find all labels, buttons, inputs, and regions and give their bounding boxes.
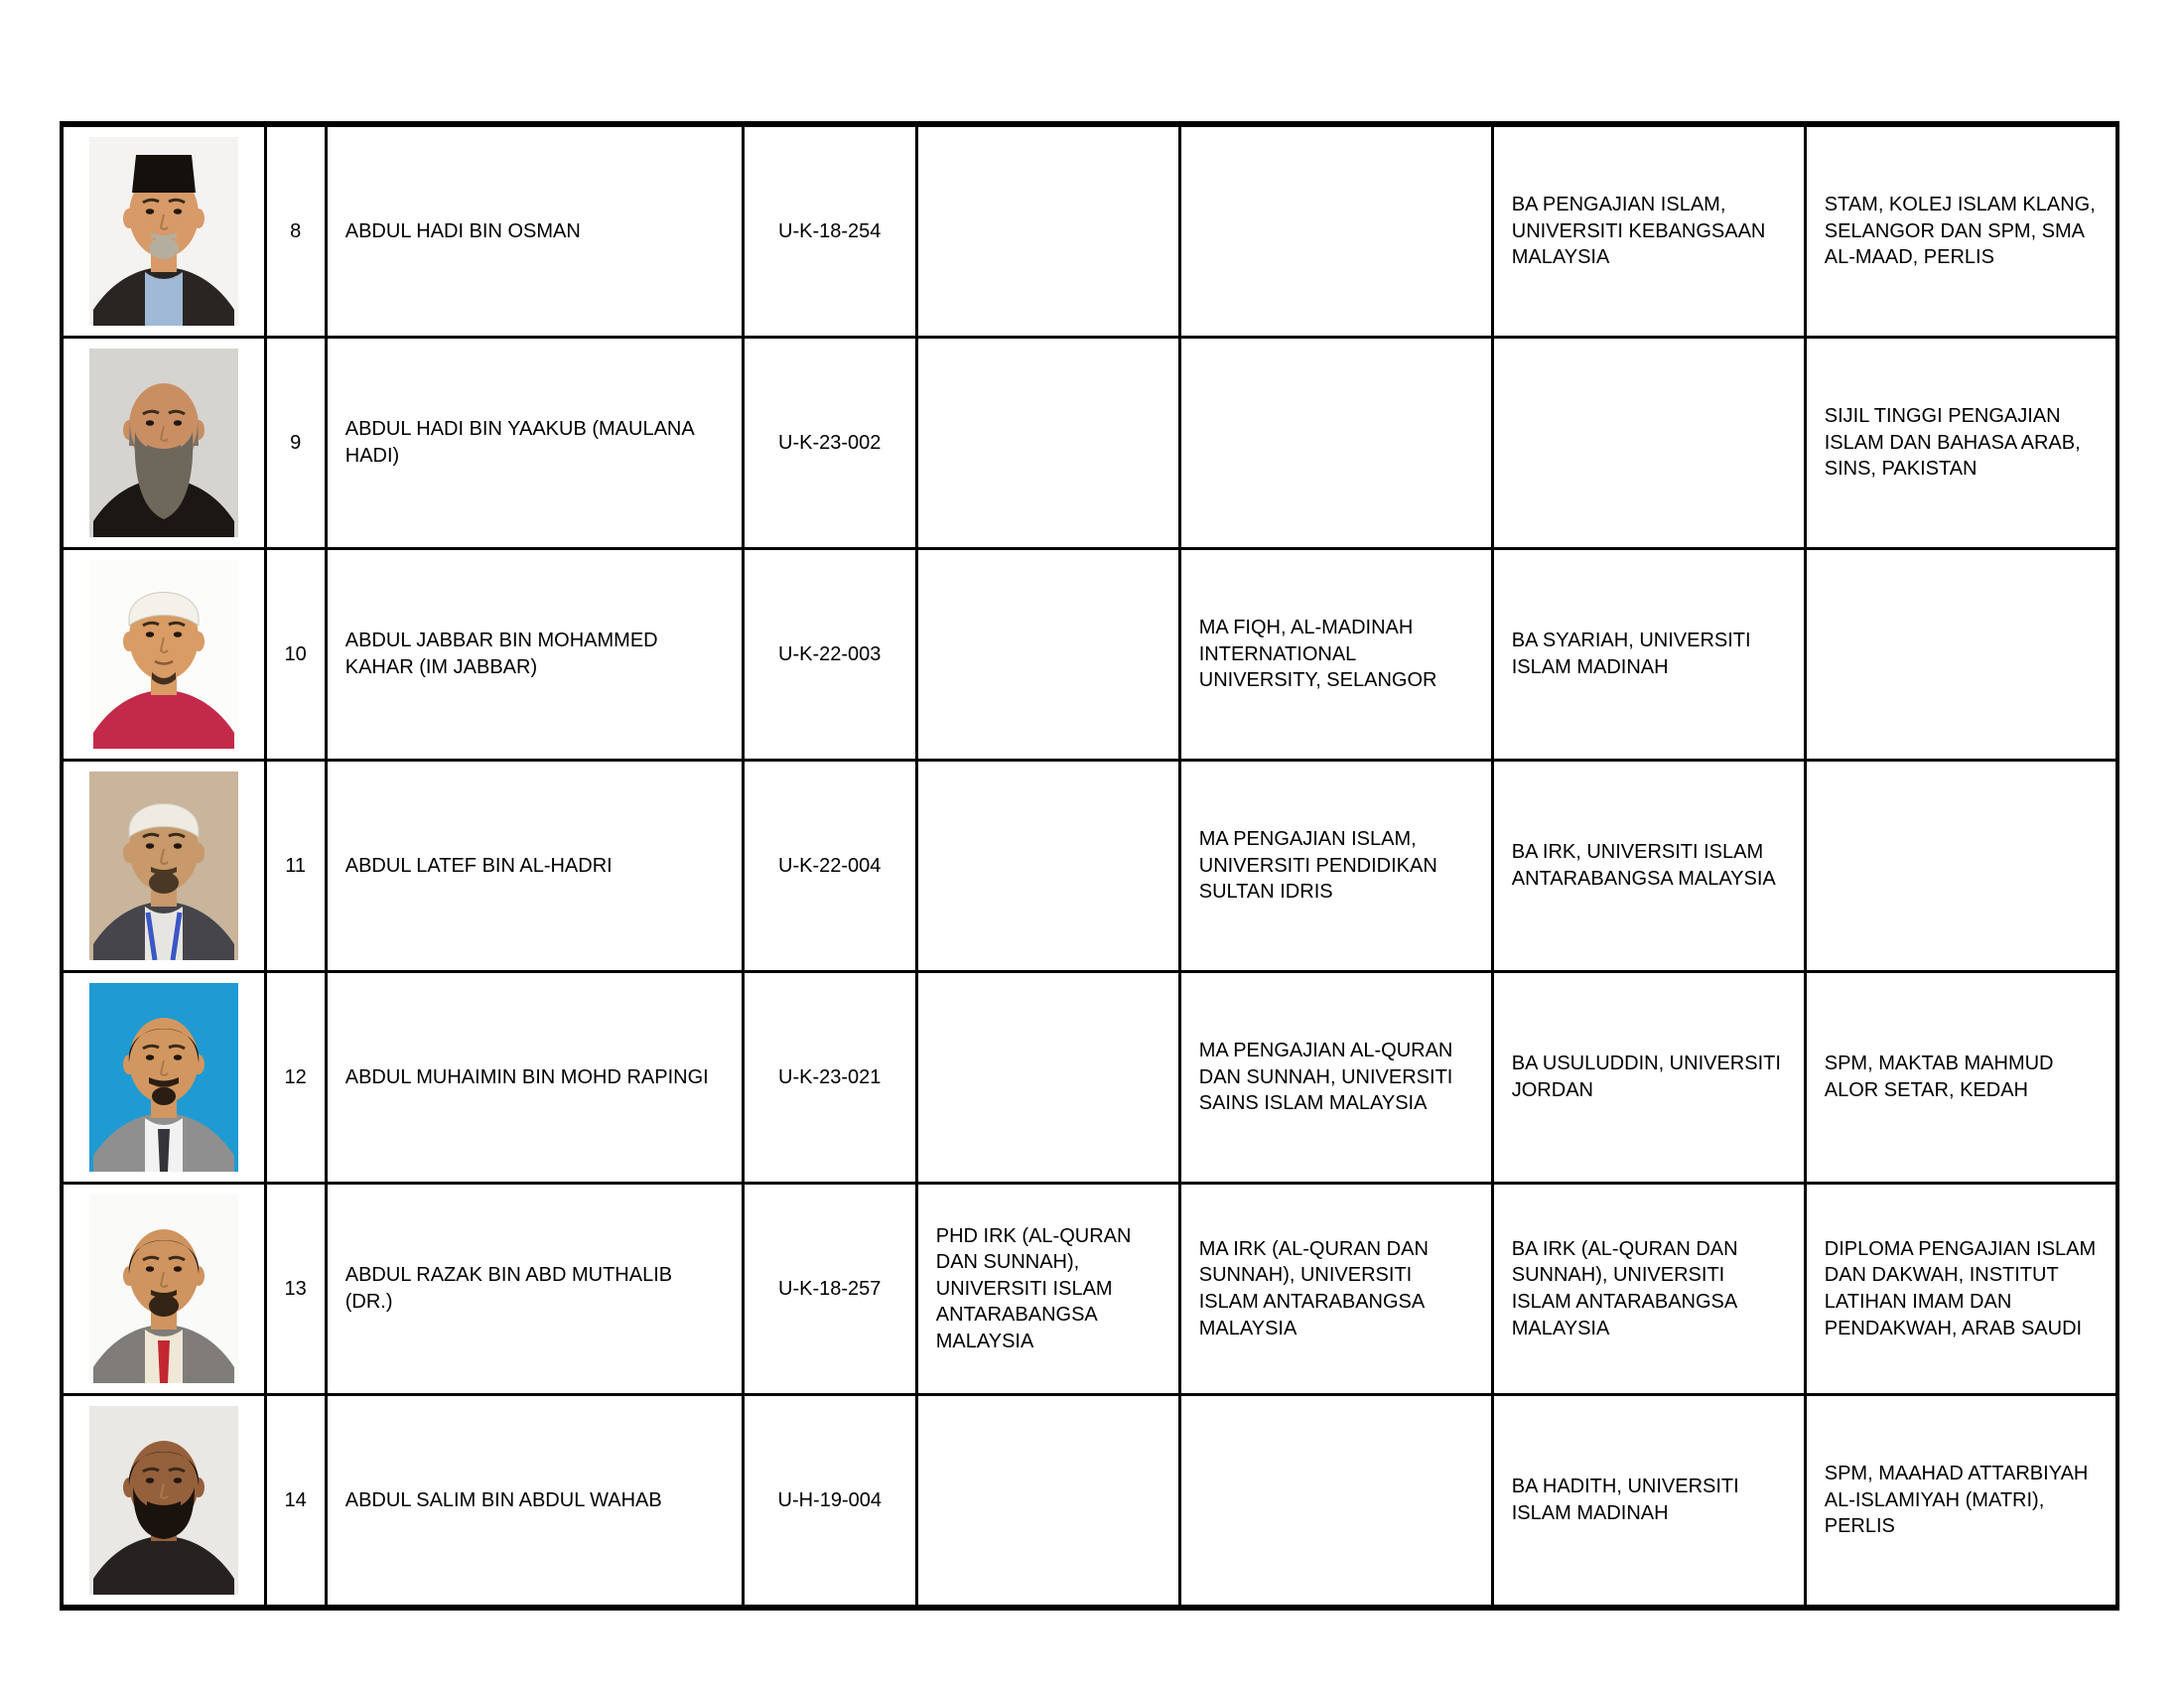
photo-cell bbox=[62, 1184, 265, 1395]
person-name: ABDUL LATEF BIN AL-HADRI bbox=[344, 854, 613, 877]
portrait-photo bbox=[89, 560, 238, 749]
photo-cell bbox=[62, 338, 265, 549]
registration-code: U-K-22-004 bbox=[778, 854, 882, 877]
phd-qualification-cell bbox=[916, 1184, 1179, 1395]
ma-qualification: MA FIQH, AL-MADINAH INTERNATIONAL UNIVERSITY, SELANGOR bbox=[1198, 617, 1437, 692]
other-qualification-cell bbox=[1805, 1184, 2117, 1395]
code-cell bbox=[743, 761, 916, 972]
code-cell bbox=[743, 1184, 916, 1395]
table-row bbox=[62, 1184, 2117, 1395]
row-number-cell bbox=[265, 338, 326, 549]
code-cell bbox=[743, 124, 916, 338]
photo-cell bbox=[62, 1395, 265, 1609]
ba-qualification-cell bbox=[1492, 124, 1805, 338]
row-number-cell bbox=[265, 972, 326, 1184]
ma-qualification-cell bbox=[1179, 1395, 1492, 1609]
name-cell bbox=[326, 1395, 743, 1609]
code-cell bbox=[743, 549, 916, 761]
other-qualification: SIJIL TINGGI PENGAJIAN ISLAM DAN BAHASA ARAB, SINS, PAKISTAN bbox=[1824, 405, 2081, 481]
ba-qualification: BA PENGAJIAN ISLAM, UNIVERSITI KEBANGSAAN MALAYSIA bbox=[1511, 194, 1766, 269]
person-name: ABDUL MUHAIMIN BIN MOHD RAPINGI bbox=[344, 1065, 709, 1088]
ma-qualification-cell bbox=[1179, 972, 1492, 1184]
photo-cell bbox=[62, 761, 265, 972]
portrait-photo bbox=[89, 1195, 238, 1383]
registration-code: U-H-19-004 bbox=[777, 1488, 882, 1511]
name-cell bbox=[326, 549, 743, 761]
other-qualification-cell bbox=[1805, 1395, 2117, 1609]
photo-cell bbox=[62, 972, 265, 1184]
row-number: 11 bbox=[285, 854, 306, 877]
ba-qualification: BA HADITH, UNIVERSITI ISLAM MADINAH bbox=[1511, 1476, 1739, 1524]
row-number-cell bbox=[265, 124, 326, 338]
name-cell bbox=[326, 338, 743, 549]
phd-qualification-cell bbox=[916, 1395, 1179, 1609]
name-cell bbox=[326, 972, 743, 1184]
row-number: 12 bbox=[284, 1065, 307, 1088]
portrait-photo bbox=[89, 1406, 238, 1595]
row-number: 10 bbox=[284, 642, 307, 665]
person-name: ABDUL RAZAK BIN ABD MUTHALIB (DR.) bbox=[344, 1264, 673, 1313]
code-cell bbox=[743, 972, 916, 1184]
other-qualification: SPM, MAAHAD ATTARBIYAH AL-ISLAMIYAH (MATRI), PERLIS bbox=[1824, 1463, 2089, 1538]
registration-code: U-K-23-021 bbox=[778, 1065, 882, 1088]
registry-table bbox=[60, 121, 2119, 1611]
table-row bbox=[62, 338, 2117, 549]
ba-qualification: BA SYARIAH, UNIVERSITI ISLAM MADINAH bbox=[1511, 630, 1751, 678]
other-qualification-cell bbox=[1805, 761, 2117, 972]
name-cell bbox=[326, 124, 743, 338]
row-number-cell bbox=[265, 1184, 326, 1395]
table-row bbox=[62, 549, 2117, 761]
other-qualification: DIPLOMA PENGAJIAN ISLAM DAN DAKWAH, INSTITUT LATIHAN IMAM DAN PENDAKWAH, ARAB SAUDI bbox=[1824, 1237, 2097, 1339]
ma-qualification-cell bbox=[1179, 124, 1492, 338]
code-cell bbox=[743, 1395, 916, 1609]
person-name: ABDUL HADI BIN YAAKUB (MAULANA HADI) bbox=[344, 418, 694, 467]
table-row bbox=[62, 972, 2117, 1184]
table-row bbox=[62, 124, 2117, 338]
phd-qualification-cell bbox=[916, 761, 1179, 972]
row-number: 9 bbox=[290, 431, 302, 454]
ba-qualification-cell bbox=[1492, 1184, 1805, 1395]
phd-qualification: PHD IRK (AL-QURAN DAN SUNNAH), UNIVERSITI ISLAM ANTARABANGSA MALAYSIA bbox=[935, 1224, 1132, 1352]
registration-code: U-K-18-257 bbox=[778, 1277, 882, 1300]
code-cell bbox=[743, 338, 916, 549]
table-row bbox=[62, 761, 2117, 972]
row-number-cell bbox=[265, 761, 326, 972]
photo-cell bbox=[62, 549, 265, 761]
ba-qualification: BA IRK, UNIVERSITI ISLAM ANTARABANGSA MALAYSIA bbox=[1511, 841, 1776, 890]
ba-qualification: BA IRK (AL-QURAN DAN SUNNAH), UNIVERSITI ISLAM ANTARABANGSA MALAYSIA bbox=[1511, 1237, 1738, 1339]
row-number: 14 bbox=[284, 1488, 307, 1511]
phd-qualification-cell bbox=[916, 972, 1179, 1184]
ma-qualification: MA PENGAJIAN AL-QURAN DAN SUNNAH, UNIVERSITI SAINS ISLAM MALAYSIA bbox=[1198, 1040, 1453, 1115]
ba-qualification-cell bbox=[1492, 338, 1805, 549]
ma-qualification: MA IRK (AL-QURAN DAN SUNNAH), UNIVERSITI ISLAM ANTARABANGSA MALAYSIA bbox=[1198, 1237, 1429, 1339]
row-number-cell bbox=[265, 1395, 326, 1609]
name-cell bbox=[326, 761, 743, 972]
phd-qualification-cell bbox=[916, 124, 1179, 338]
other-qualification-cell bbox=[1805, 124, 2117, 338]
other-qualification-cell bbox=[1805, 338, 2117, 549]
table-body bbox=[62, 124, 2117, 1608]
row-number-cell bbox=[265, 549, 326, 761]
ma-qualification-cell bbox=[1179, 549, 1492, 761]
ba-qualification-cell bbox=[1492, 549, 1805, 761]
phd-qualification-cell bbox=[916, 549, 1179, 761]
ma-qualification-cell bbox=[1179, 1184, 1492, 1395]
ba-qualification-cell bbox=[1492, 761, 1805, 972]
registration-code: U-K-23-002 bbox=[778, 431, 882, 454]
registration-code: U-K-22-003 bbox=[778, 642, 882, 665]
registration-code: U-K-18-254 bbox=[778, 219, 882, 242]
ma-qualification-cell bbox=[1179, 761, 1492, 972]
person-name: ABDUL SALIM BIN ABDUL WAHAB bbox=[344, 1488, 662, 1511]
portrait-photo bbox=[89, 137, 238, 326]
photo-cell bbox=[62, 124, 265, 338]
portrait-photo bbox=[89, 983, 238, 1172]
other-qualification-cell bbox=[1805, 972, 2117, 1184]
ba-qualification-cell bbox=[1492, 1395, 1805, 1609]
other-qualification-cell bbox=[1805, 549, 2117, 761]
portrait-photo bbox=[89, 349, 238, 537]
person-name: ABDUL JABBAR BIN MOHAMMED KAHAR (IM JABBAR) bbox=[344, 630, 658, 678]
table-row bbox=[62, 1395, 2117, 1609]
portrait-photo bbox=[89, 772, 238, 960]
ba-qualification-cell bbox=[1492, 972, 1805, 1184]
ma-qualification: MA PENGAJIAN ISLAM, UNIVERSITI PENDIDIKAN SULTAN IDRIS bbox=[1198, 828, 1437, 904]
person-name: ABDUL HADI BIN OSMAN bbox=[344, 219, 581, 242]
ba-qualification: BA USULUDDIN, UNIVERSITI JORDAN bbox=[1511, 1053, 1781, 1101]
phd-qualification-cell bbox=[916, 338, 1179, 549]
row-number: 8 bbox=[290, 219, 302, 242]
row-number: 13 bbox=[284, 1277, 307, 1300]
other-qualification: SPM, MAKTAB MAHMUD ALOR SETAR, KEDAH bbox=[1824, 1053, 2054, 1101]
other-qualification: STAM, KOLEJ ISLAM KLANG, SELANGOR DAN SPM, SMA AL-MAAD, PERLIS bbox=[1824, 194, 2096, 269]
name-cell bbox=[326, 1184, 743, 1395]
ma-qualification-cell bbox=[1179, 338, 1492, 549]
